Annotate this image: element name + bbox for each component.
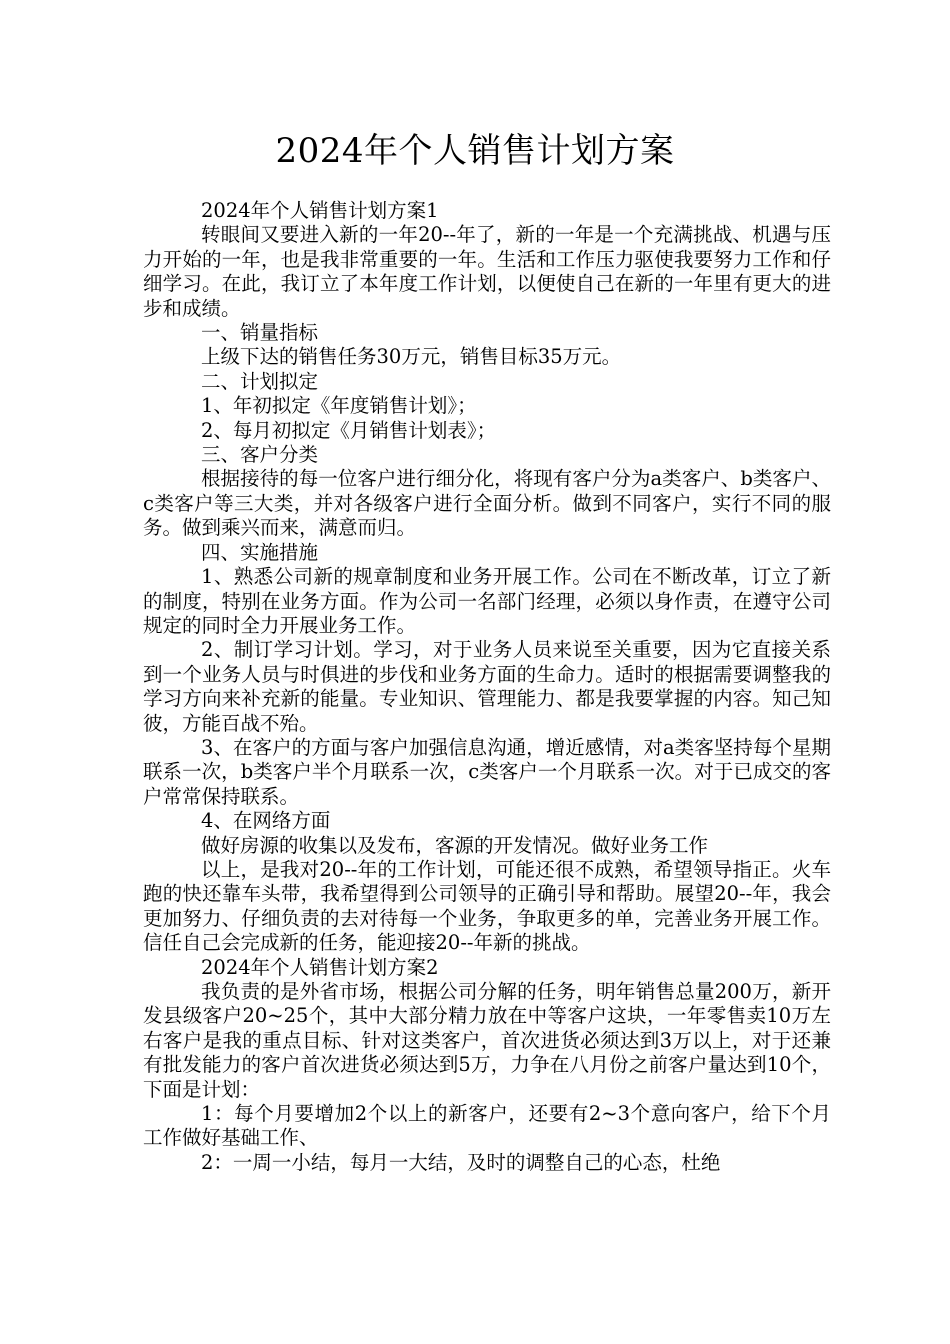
- section-heading: 一、销量指标: [201, 321, 319, 345]
- section-heading: 四、实施措施: [201, 540, 319, 564]
- document-title: 2024年个人销售计划方案: [275, 131, 675, 171]
- paragraph: 根据接待的每一位客户进行细分化，将现有客户分为a类客户、b类客户、c类客户等三大类，并对各级客户进行全面分析。做到不同客户，实行不同的服务。做到乘兴而来，满意而归。: [143, 467, 831, 540]
- list-item: 1：每个月要增加2个以上的新客户，还要有2~3个意向客户，给下个月工作做好基础工作、: [143, 1102, 831, 1150]
- section-heading: 三、客户分类: [201, 443, 319, 467]
- paragraph: 转眼间又要进入新的一年20--年了，新的一年是一个充满挑战、机遇与压力开始的一年，也是我非常重要的一年。生活和工作压力驱使我要努力工作和仔细学习。在此，我订立了本年度工作计划，以便使自己在新的一年里有更大的进步和成绩。: [143, 223, 831, 320]
- section-heading: 2024年个人销售计划方案2: [201, 955, 439, 979]
- paragraph: 以上，是我对20--年的工作计划，可能还很不成熟，希望领导指正。火车跑的快还靠车头带，我希望得到公司领导的正确引导和帮助。展望20--年，我会更加努力、仔细负责的去对待每一个业务，争取更多的单，完善业务开展工作。信任自己会完成新的任务，能迎接20--年新的挑战。: [143, 857, 831, 955]
- list-item: 2、每月初拟定《月销售计划表》；: [201, 418, 497, 442]
- section-heading: 2024年个人销售计划方案1: [201, 199, 439, 222]
- paragraph: 我负责的是外省市场，根据公司分解的任务，明年销售总量200万，新开发县级客户20~25个，其中大部分精力放在中等客户这块，一年零售卖10万左右客户是我的重点目标、针对这类客户，首次进货必须达到3万以上，对于还兼有批发能力的客户首次进货必须达到5万，力争在八月份之前客户量达到10个，下面是计划：: [143, 980, 831, 1101]
- section-heading: 二、计划拟定: [201, 369, 319, 393]
- paragraph: 做好房源的收集以及发布，客源的开发情况。做好业务工作: [201, 833, 709, 857]
- list-item: 2：一周一小结，每月一大结，及时的调整自己的心态，杜绝: [201, 1150, 721, 1174]
- paragraph: 上级下达的销售任务30万元，销售目标35万元。: [201, 345, 622, 369]
- list-item: 1、熟悉公司新的规章制度和业务开展工作。公司在不断改革，订立了新的制度，特别在业务方面。作为公司一名部门经理，必须以身作责，在遵守公司规定的同时全力开展业务工作。: [143, 565, 831, 637]
- list-item: 2、制订学习计划。学习，对于业务人员来说至关重要，因为它直接关系到一个业务人员与时俱进的步伐和业务方面的生命力。适时的根据需要调整我的学习方向来补充新的能量。专业知识、管理能力、都是我要掌握的内容。知己知彼，方能百战不殆。: [143, 638, 831, 735]
- document-body: [143, 199, 831, 1175]
- list-item: 1、年初拟定《年度销售计划》；: [201, 394, 477, 418]
- list-item: 3、在客户的方面与客户加强信息沟通，增近感情，对a类客坚持每个星期联系一次，b类客户半个月联系一次，c类客户一个月联系一次。对于已成交的客户常常保持联系。: [143, 735, 831, 808]
- list-item: 4、在网络方面: [201, 809, 331, 833]
